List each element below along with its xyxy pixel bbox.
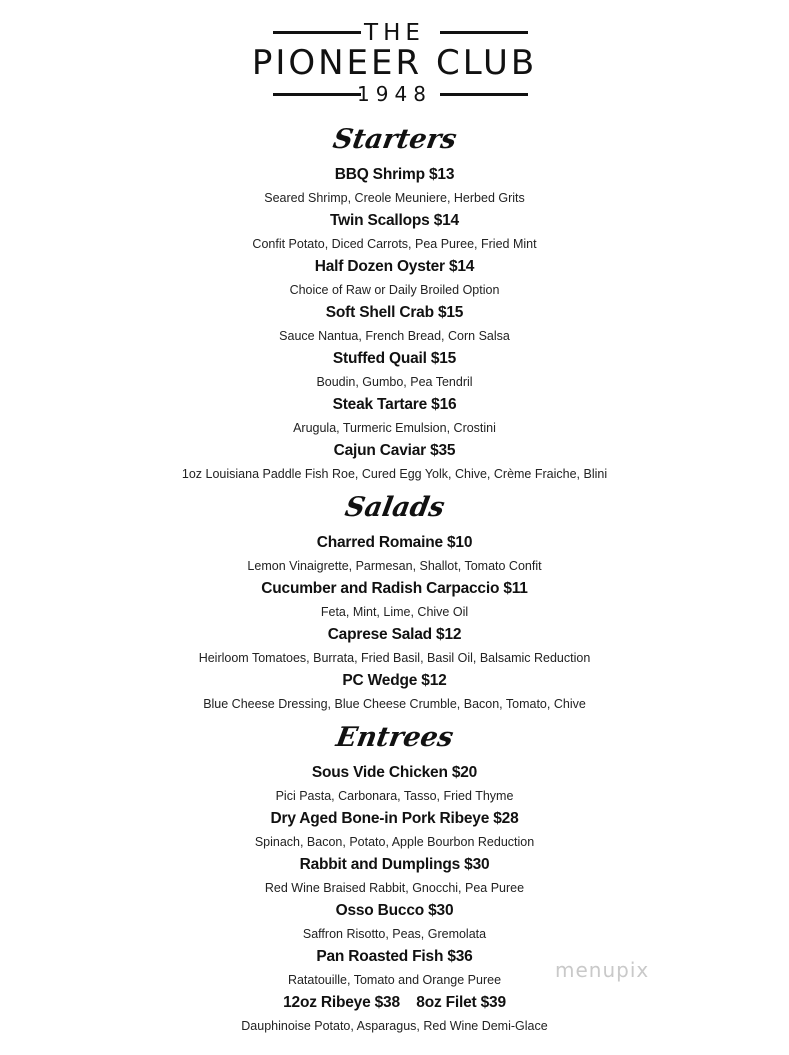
section-salads [0, 486, 789, 716]
section-title: Salads [342, 492, 447, 523]
menu-item [0, 624, 789, 670]
item-name: Osso Bucco $30 [335, 902, 454, 919]
item-name: Rabbit and Dumplings $30 [299, 856, 490, 873]
item-name: Soft Shell Crab $15 [325, 304, 464, 321]
menu-item [0, 670, 789, 716]
item-description: Arugula, Turmeric Emulsion, Crostini [293, 421, 496, 435]
menu-item [0, 900, 789, 946]
item-description: Choice of Raw or Daily Broiled Option [289, 283, 500, 297]
item-name: PC Wedge $12 [342, 672, 447, 689]
item-name: Half Dozen Oyster $14 [314, 258, 475, 275]
menu-item [0, 762, 789, 808]
menu-item [0, 946, 789, 992]
watermark: menupix [555, 958, 650, 982]
item-description: Dauphinoise Potato, Asparagus, Red Wine Demi-Glace [241, 1019, 548, 1033]
item-name: Cucumber and Radish Carpaccio $11 [261, 580, 528, 597]
item-description: Saffron Risotto, Peas, Gremolata [302, 927, 487, 941]
menu-item [0, 164, 789, 210]
section-title: Entrees [333, 722, 456, 753]
restaurant-name: PIONEER CLUB [251, 43, 538, 83]
item-description: Seared Shrimp, Creole Meuniere, Herbed Grits [264, 191, 525, 205]
item-description: Feta, Mint, Lime, Chive Oil [320, 605, 469, 619]
item-description: Spinach, Bacon, Potato, Apple Bourbon Reduction [254, 835, 535, 849]
section-title: Starters [330, 124, 459, 155]
item-description: Sauce Nantua, French Bread, Corn Salsa [279, 329, 510, 343]
item-name: Pan Roasted Fish $36 [316, 948, 473, 965]
section-starters [0, 118, 789, 486]
item-name: Steak Tartare $16 [332, 396, 457, 413]
item-name: Twin Scallops $14 [330, 212, 459, 229]
item-name: Cajun Caviar $35 [333, 442, 456, 459]
menu-item [0, 578, 789, 624]
menu-item [0, 992, 789, 1038]
section-entrees [0, 716, 789, 1038]
item-description: Ratatouille, Tomato and Orange Puree [287, 973, 502, 987]
menu-item [0, 440, 789, 486]
item-description: Pici Pasta, Carbonara, Tasso, Fried Thyme [275, 789, 514, 803]
item-description: Confit Potato, Diced Carrots, Pea Puree, Fried Mint [252, 237, 537, 251]
item-description: Red Wine Braised Rabbit, Gnocchi, Pea Puree [264, 881, 525, 895]
item-name: 12oz Ribeye $38 8oz Filet $39 [283, 994, 506, 1011]
item-description: Blue Cheese Dressing, Blue Cheese Crumble, Bacon, Tomato, Chive [203, 697, 586, 711]
menu-item [0, 302, 789, 348]
item-name: Charred Romaine $10 [316, 534, 473, 551]
item-name: Stuffed Quail $15 [332, 350, 457, 367]
menu-item [0, 348, 789, 394]
menu-body [0, 118, 789, 1038]
menu-item [0, 394, 789, 440]
header-the: THE [364, 20, 425, 46]
menu-header [0, 0, 789, 110]
menu-item [0, 532, 789, 578]
item-description: Lemon Vinaigrette, Parmesan, Shallot, Tomato Confit [247, 559, 542, 573]
item-name: Caprese Salad $12 [327, 626, 462, 643]
item-description: 1oz Louisiana Paddle Fish Roe, Cured Egg Yolk, Chive, Crème Fraiche, Blini [181, 467, 608, 481]
menu-item [0, 854, 789, 900]
item-name: Dry Aged Bone-in Pork Ribeye $28 [270, 810, 519, 827]
item-name: Sous Vide Chicken $20 [311, 764, 478, 781]
menu-item [0, 210, 789, 256]
menu-item [0, 256, 789, 302]
item-name: BBQ Shrimp $13 [334, 166, 455, 183]
item-description: Heirloom Tomatoes, Burrata, Fried Basil, Basil Oil, Balsamic Reduction [198, 651, 591, 665]
item-description: Boudin, Gumbo, Pea Tendril [316, 375, 473, 389]
established-year: 1948 [357, 82, 432, 106]
menu-item [0, 808, 789, 854]
